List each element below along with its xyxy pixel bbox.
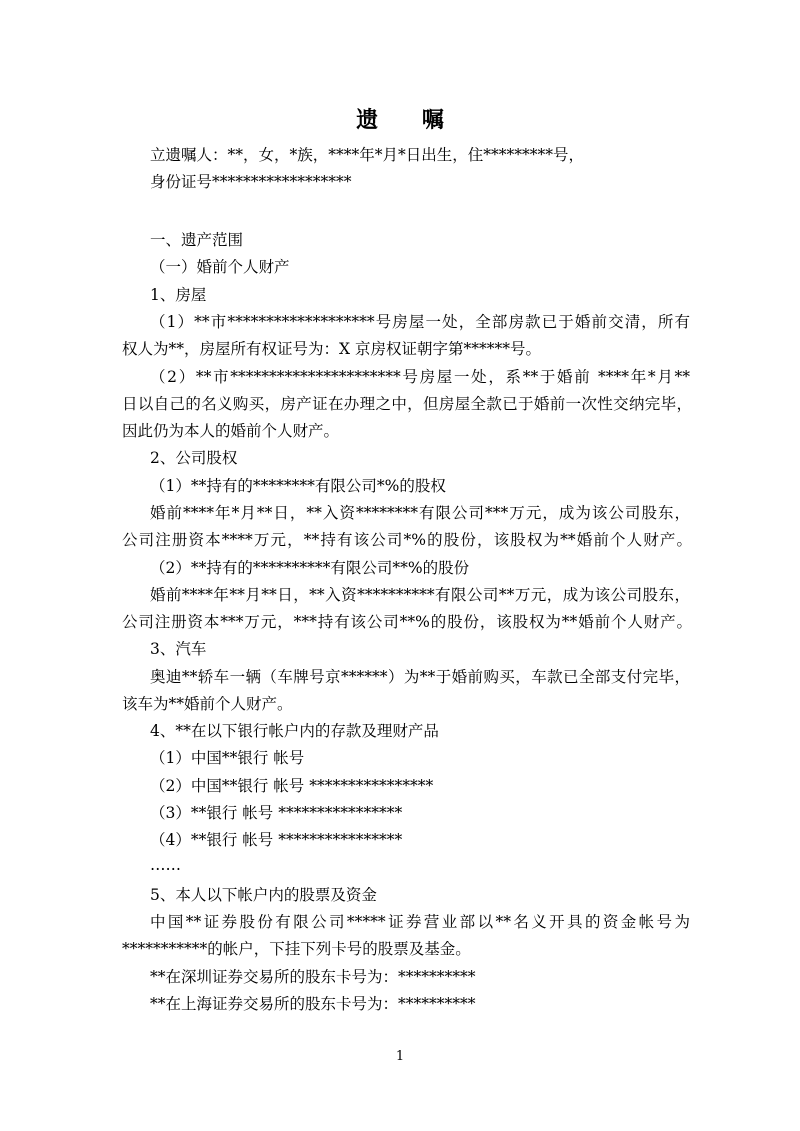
equity-2-line-2: 公司注册资本***万元，***持有该公司**%的股份，该股权为**婚前个人财产。	[122, 613, 692, 631]
house-1-line-1: （1）**市*******************号房屋一处，全部房款已于婚前交清，所有	[150, 313, 690, 331]
equity-1-heading: （1）**持有的********有限公司*%的股权	[150, 477, 446, 495]
document-title: 遗 嘱	[356, 107, 462, 133]
house-1-line-2: 权人为**，房屋所有权证号为：X 京房权证朝字第******号。	[122, 340, 541, 358]
bank-account-3: （3）**银行 帐号 ****************	[150, 804, 403, 822]
car-line-2: 该车为**婚前个人财产。	[122, 695, 293, 713]
equity-1-line-1: 婚前****年*月**日，**入资********有限公司***万元，成为该公司股东，	[150, 504, 690, 522]
car-line-1: 奥迪**轿车一辆（车牌号京******）为**于婚前购买，车款已全部支付完毕，	[150, 668, 690, 686]
item-heading-equity: 2、公司股权	[150, 449, 238, 467]
id-number-line: 身份证号******************	[150, 173, 352, 191]
shanghai-shareholder-card: **在上海证券交易所的股东卡号为：**********	[150, 995, 476, 1013]
ellipsis: ……	[150, 856, 181, 874]
house-2-line-1: （2）**市**********************号房屋一处，系**于婚前 ****年*月**	[150, 368, 690, 386]
house-2-line-3: 因此仍为本人的婚前个人财产。	[122, 422, 340, 440]
item-heading-bank-accounts: 4、**在以下银行帐户内的存款及理财产品	[150, 722, 439, 740]
equity-2-line-1: 婚前****年**月**日，**入资**********有限公司**万元，成为该公司股东，	[150, 586, 690, 604]
equity-2-heading: （2）**持有的**********有限公司**%的股份	[150, 559, 470, 577]
stocks-line-2: ***********的帐户，下挂下列卡号的股票及基金。	[122, 940, 471, 958]
item-heading-car: 3、汽车	[150, 640, 207, 658]
house-2-line-2: 日以自己的名义购买，房产证在办理之中，但房屋全款已于婚前一次性交纳完毕，	[122, 395, 692, 413]
testator-info-line: 立遗嘱人：**，女，*族，****年*月*日出生，住*********号，	[150, 146, 585, 164]
bank-account-1: （1）中国**银行 帐号	[150, 749, 305, 767]
shenzhen-shareholder-card: **在深圳证券交易所的股东卡号为：**********	[150, 968, 476, 986]
section-heading-estate-scope: 一、遗产范围	[150, 231, 244, 249]
bank-account-4: （4）**银行 帐号 ****************	[150, 831, 403, 849]
item-heading-house: 1、房屋	[150, 286, 207, 304]
bank-account-2: （2）中国**银行 帐号 ****************	[150, 777, 434, 795]
stocks-line-1: 中国**证券股份有限公司*****证券营业部以**名义开具的资金帐号为	[150, 913, 690, 931]
item-heading-stocks: 5、本人以下帐户内的股票及资金	[150, 886, 377, 904]
subsection-heading-premarital-property: （一）婚前个人财产	[150, 258, 290, 276]
equity-1-line-2: 公司注册资本****万元，**持有该公司*%的股份，该股权为**婚前个人财产。	[122, 531, 692, 549]
page-number: 1	[395, 1049, 405, 1064]
